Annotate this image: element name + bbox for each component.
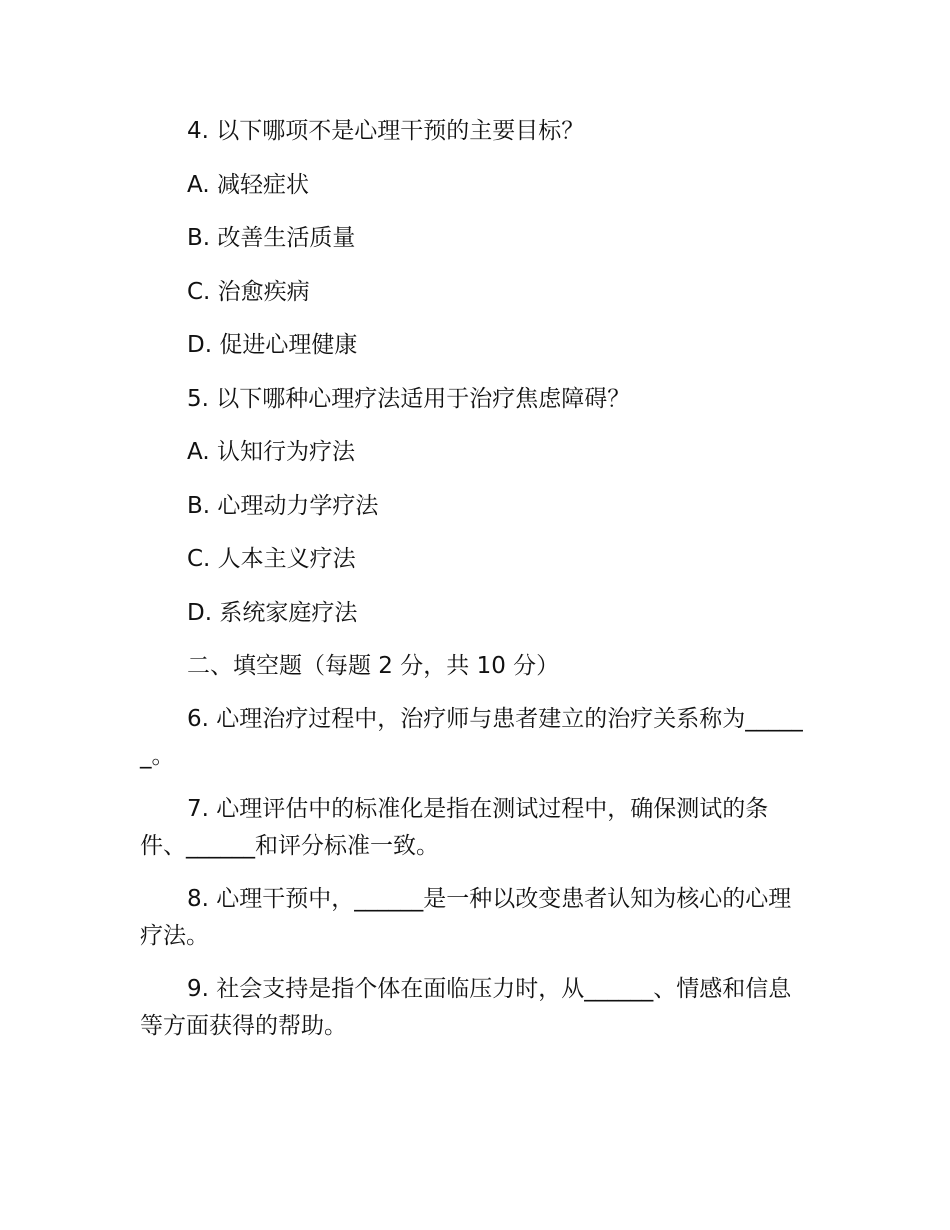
section-heading-fill-in: 二、填空题（每题 2 分，共 10 分） <box>187 653 560 679</box>
question-5-option-d: D. 系统家庭疗法 <box>187 599 358 626</box>
question-5-option-a: A. 认知行为疗法 <box>187 439 355 465</box>
fill-question-9: 9. 社会支持是指个体在面临压力时，从______、情感和信息等方面获得的帮助。 <box>140 975 792 1039</box>
question-5-option-b: B. 心理动力学疗法 <box>187 492 379 519</box>
question-4-option-a: A. 减轻症状 <box>187 171 309 198</box>
question-4-option-d: D. 促进心理健康 <box>187 332 358 358</box>
question-5-option-c: C. 人本主义疗法 <box>187 546 356 572</box>
question-4-option-b: B. 改善生活质量 <box>187 225 356 251</box>
question-4-option-c: C. 治愈疾病 <box>187 278 310 305</box>
question-4-prompt: 4. 以下哪项不是心理干预的主要目标？ <box>187 118 585 144</box>
question-5-prompt: 5. 以下哪种心理疗法适用于治疗焦虑障碍？ <box>187 385 631 412</box>
fill-question-6: 6. 心理治疗过程中，治疗师与患者建立的治疗关系称为______。 <box>140 705 803 769</box>
fill-question-8: 8. 心理干预中，______是一种以改变患者认知为核心的心理疗法。 <box>140 885 792 949</box>
fill-question-7: 7. 心理评估中的标准化是指在测试过程中，确保测试的条件、______和评分标准一致。 <box>140 795 769 859</box>
page-content <box>140 114 812 1061</box>
